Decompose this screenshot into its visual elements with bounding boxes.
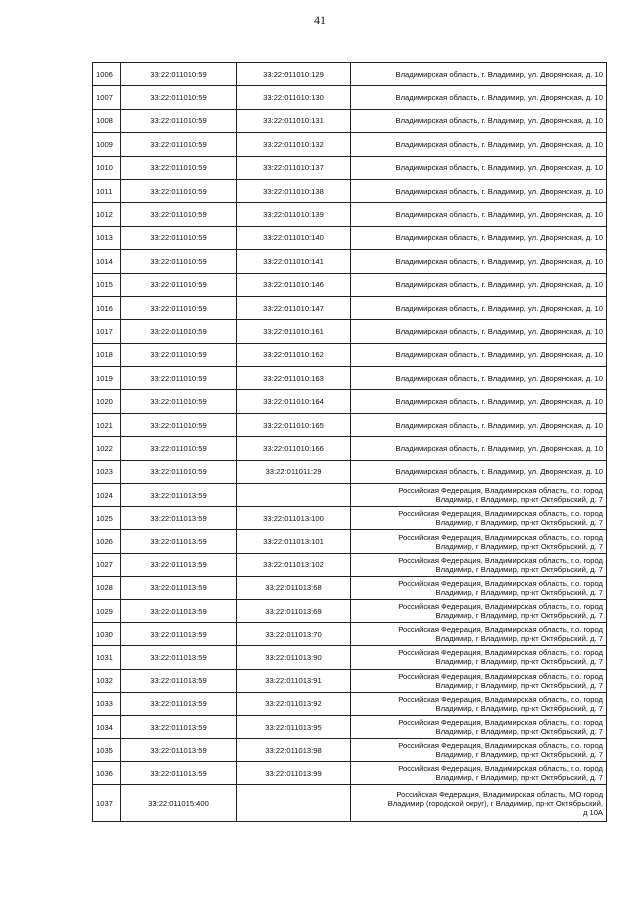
table-row xyxy=(93,226,607,249)
row-number: 1025 xyxy=(93,507,121,530)
address: Владимирская область, г. Владимир, ул. Дворянская, д. 10 xyxy=(351,343,607,366)
address-line: Российская Федерация, Владимирская область, г.о. город xyxy=(398,555,603,565)
block-number: 33:22:011013:59 xyxy=(121,692,237,715)
page-number: 41 xyxy=(314,13,326,27)
cadastral-number: 33:22:011010:161 xyxy=(237,320,351,343)
address-line: Владимир, г Владимир, пр-кт Октябрьский, д. 7 xyxy=(435,703,603,713)
cadastral-number: 33:22:011010:129 xyxy=(237,63,351,86)
address-line: Российская Федерация, Владимирская область, г.о. город xyxy=(398,694,603,704)
address: Владимирская область, г. Владимир, ул. Дворянская, д. 10 xyxy=(351,367,607,390)
address xyxy=(351,669,607,692)
cadastral-number: 33:22:011013:69 xyxy=(237,599,351,622)
table-row xyxy=(93,739,607,762)
address-line: Владимир, г Владимир, пр-кт Октябрьский, д. 7 xyxy=(435,518,603,528)
address-line: Российская Федерация, Владимирская область, г.о. город xyxy=(398,764,603,774)
block-number: 33:22:011010:59 xyxy=(121,320,237,343)
address: Владимирская область, г. Владимир, ул. Дворянская, д. 10 xyxy=(351,437,607,460)
table-row xyxy=(93,156,607,179)
row-number: 1037 xyxy=(93,785,121,822)
cadastral-number: 33:22:011013:91 xyxy=(237,669,351,692)
block-number: 33:22:011013:59 xyxy=(121,507,237,530)
address xyxy=(351,646,607,669)
row-number: 1019 xyxy=(93,367,121,390)
row-number: 1009 xyxy=(93,133,121,156)
row-number: 1023 xyxy=(93,460,121,483)
address: Владимирская область, г. Владимир, ул. Дворянская, д. 10 xyxy=(351,390,607,413)
row-number: 1033 xyxy=(93,692,121,715)
cadastral-number: 33:22:011010:165 xyxy=(237,413,351,436)
address-line: Российская Федерация, Владимирская область, г.о. город xyxy=(398,648,603,658)
address: Владимирская область, г. Владимир, ул. Дворянская, д. 10 xyxy=(351,179,607,202)
address: Владимирская область, г. Владимир, ул. Дворянская, д. 10 xyxy=(351,203,607,226)
address-line: Владимир, г Владимир, пр-кт Октябрьский, д. 7 xyxy=(435,727,603,736)
block-number: 33:22:011013:59 xyxy=(121,646,237,669)
table-row xyxy=(93,437,607,460)
block-number: 33:22:011010:59 xyxy=(121,203,237,226)
table-row xyxy=(93,460,607,483)
address: Владимирская область, г. Владимир, ул. Дворянская, д. 10 xyxy=(351,63,607,86)
block-number: 33:22:011013:59 xyxy=(121,599,237,622)
address xyxy=(351,785,607,822)
block-number: 33:22:011013:59 xyxy=(121,484,237,507)
cadastral-number: 33:22:011010:146 xyxy=(237,273,351,296)
row-number: 1007 xyxy=(93,86,121,109)
table-row xyxy=(93,599,607,622)
table-row xyxy=(93,63,607,86)
cadastral-number: 33:22:011013:92 xyxy=(237,692,351,715)
row-number: 1022 xyxy=(93,437,121,460)
address-line: Российская Федерация, Владимирская область, г.о. город xyxy=(398,602,603,612)
block-number: 33:22:011013:59 xyxy=(121,623,237,646)
address: Владимирская область, г. Владимир, ул. Дворянская, д. 10 xyxy=(351,86,607,109)
table-row xyxy=(93,530,607,553)
table-row xyxy=(93,390,607,413)
row-number: 1032 xyxy=(93,669,121,692)
address: Владимирская область, г. Владимир, ул. Дворянская, д. 10 xyxy=(351,296,607,319)
address-line: Российская Федерация, Владимирская область, г.о. город xyxy=(398,509,603,519)
cadastral-number xyxy=(237,785,351,822)
block-number: 33:22:011013:59 xyxy=(121,669,237,692)
table-row xyxy=(93,133,607,156)
block-number: 33:22:011010:59 xyxy=(121,109,237,132)
table-row xyxy=(93,320,607,343)
block-number: 33:22:011010:59 xyxy=(121,460,237,483)
table-row xyxy=(93,86,607,109)
cadastral-number: 33:22:011010:162 xyxy=(237,343,351,366)
row-number: 1026 xyxy=(93,530,121,553)
table-row xyxy=(93,413,607,436)
address: Владимирская область, г. Владимир, ул. Дворянская, д. 10 xyxy=(351,460,607,483)
row-number: 1017 xyxy=(93,320,121,343)
address xyxy=(351,484,607,507)
row-number: 1035 xyxy=(93,739,121,762)
address-line: Владимир, г Владимир, пр-кт Октябрьский, д. 7 xyxy=(435,495,603,505)
address xyxy=(351,576,607,599)
address-line: Российская Федерация, Владимирская область, г.о. город xyxy=(398,532,603,542)
address-line: Российская Федерация, Владимирская область, г.о. город xyxy=(398,578,603,588)
row-number: 1036 xyxy=(93,762,121,785)
address: Владимирская область, г. Владимир, ул. Дворянская, д. 10 xyxy=(351,109,607,132)
cadastral-number xyxy=(237,484,351,507)
table-row xyxy=(93,203,607,226)
cadastral-number: 33:22:011013:101 xyxy=(237,530,351,553)
block-number: 33:22:011010:59 xyxy=(121,86,237,109)
block-number: 33:22:011010:59 xyxy=(121,156,237,179)
row-number: 1016 xyxy=(93,296,121,319)
row-number: 1031 xyxy=(93,646,121,669)
table-row xyxy=(93,109,607,132)
table-row xyxy=(93,250,607,273)
address-line: Владимир, г Владимир, пр-кт Октябрьский, д. 7 xyxy=(435,587,603,597)
cadastral-number: 33:22:011010:138 xyxy=(237,179,351,202)
block-number: 33:22:011010:59 xyxy=(121,343,237,366)
row-number: 1021 xyxy=(93,413,121,436)
block-number: 33:22:011010:59 xyxy=(121,179,237,202)
address-line: Владимир (городской округ), г Владимир, пр-кт Октябрьский, xyxy=(387,798,603,808)
block-number: 33:22:011010:59 xyxy=(121,367,237,390)
row-number: 1028 xyxy=(93,576,121,599)
block-number: 33:22:011013:59 xyxy=(121,576,237,599)
table-row xyxy=(93,553,607,576)
address xyxy=(351,553,607,576)
address: Владимирская область, г. Владимир, ул. Дворянская, д. 10 xyxy=(351,156,607,179)
cadastral-number: 33:22:011013:98 xyxy=(237,739,351,762)
table-row xyxy=(93,484,607,507)
row-number: 1014 xyxy=(93,250,121,273)
cadastral-number: 33:22:011013:68 xyxy=(237,576,351,599)
table-row xyxy=(93,343,607,366)
cadastral-number: 33:22:011010:147 xyxy=(237,296,351,319)
cadastral-number: 33:22:011010:141 xyxy=(237,250,351,273)
block-number: 33:22:011013:59 xyxy=(121,530,237,553)
address-line: д 10А xyxy=(582,807,603,817)
address-line: Владимир, г Владимир, пр-кт Октябрьский, д. 7 xyxy=(435,541,603,551)
row-number: 1024 xyxy=(93,484,121,507)
cadastral-number: 33:22:011010:137 xyxy=(237,156,351,179)
table-row xyxy=(93,576,607,599)
address xyxy=(351,599,607,622)
cadastral-number: 33:22:011013:70 xyxy=(237,623,351,646)
row-number: 1029 xyxy=(93,599,121,622)
address-line: Владимир, г Владимир, пр-кт Октябрьский, д. 7 xyxy=(435,750,603,760)
address xyxy=(351,739,607,762)
address: Владимирская область, г. Владимир, ул. Дворянская, д. 10 xyxy=(351,320,607,343)
block-number: 33:22:011010:59 xyxy=(121,250,237,273)
address xyxy=(351,530,607,553)
block-number: 33:22:011010:59 xyxy=(121,296,237,319)
address-line: Владимир, г Владимир, пр-кт Октябрьский, д. 7 xyxy=(435,634,603,644)
table-row xyxy=(93,296,607,319)
table-row xyxy=(93,785,607,822)
cadastral-number: 33:22:011010:164 xyxy=(237,390,351,413)
block-number: 33:22:011013:59 xyxy=(121,762,237,785)
cadastral-number: 33:22:011013:95 xyxy=(237,715,351,738)
address-line: Владимир, г Владимир, пр-кт Октябрьский, д. 7 xyxy=(435,611,603,621)
address: Владимирская область, г. Владимир, ул. Дворянская, д. 10 xyxy=(351,413,607,436)
address-line: Владимир, г Владимир, пр-кт Октябрьский, д. 7 xyxy=(435,773,603,783)
row-number: 1030 xyxy=(93,623,121,646)
address xyxy=(351,623,607,646)
block-number: 33:22:011015:400 xyxy=(121,785,237,822)
table-row xyxy=(93,507,607,530)
table-row xyxy=(93,367,607,390)
row-number: 1020 xyxy=(93,390,121,413)
row-number: 1006 xyxy=(93,63,121,86)
address-line: Российская Федерация, Владимирская область, г.о. город xyxy=(398,486,603,496)
registry-body xyxy=(93,63,607,822)
row-number: 1012 xyxy=(93,203,121,226)
cadastral-number: 33:22:011010:163 xyxy=(237,367,351,390)
table-row xyxy=(93,623,607,646)
address-line: Российская Федерация, Владимирская область, г.о. город xyxy=(398,625,603,635)
table-row xyxy=(93,692,607,715)
cadastral-number: 33:22:011013:90 xyxy=(237,646,351,669)
block-number: 33:22:011010:59 xyxy=(121,437,237,460)
cadastral-number: 33:22:011010:130 xyxy=(237,86,351,109)
address-line: Российская Федерация, Владимирская область, г.о. город xyxy=(398,718,603,727)
cadastral-number: 33:22:011010:139 xyxy=(237,203,351,226)
block-number: 33:22:011013:59 xyxy=(121,715,237,738)
block-number: 33:22:011013:59 xyxy=(121,739,237,762)
row-number: 1008 xyxy=(93,109,121,132)
block-number: 33:22:011010:59 xyxy=(121,413,237,436)
address xyxy=(351,507,607,530)
row-number: 1018 xyxy=(93,343,121,366)
address: Владимирская область, г. Владимир, ул. Дворянская, д. 10 xyxy=(351,250,607,273)
cadastral-number: 33:22:011013:102 xyxy=(237,553,351,576)
block-number: 33:22:011010:59 xyxy=(121,63,237,86)
cadastral-number: 33:22:011010:132 xyxy=(237,133,351,156)
block-number: 33:22:011013:59 xyxy=(121,553,237,576)
address-line: Российская Федерация, Владимирская область, МО город xyxy=(396,789,603,799)
block-number: 33:22:011010:59 xyxy=(121,273,237,296)
table-row xyxy=(93,179,607,202)
row-number: 1034 xyxy=(93,715,121,738)
table-row xyxy=(93,762,607,785)
address-line: Российская Федерация, Владимирская область, г.о. город xyxy=(398,741,603,751)
address-line: Владимир, г Владимир, пр-кт Октябрьский, д. 7 xyxy=(435,564,603,574)
block-number: 33:22:011010:59 xyxy=(121,390,237,413)
row-number: 1010 xyxy=(93,156,121,179)
table-row xyxy=(93,273,607,296)
row-number: 1013 xyxy=(93,226,121,249)
address-line: Российская Федерация, Владимирская область, г.о. город xyxy=(398,671,603,681)
cadastral-number: 33:22:011010:131 xyxy=(237,109,351,132)
address xyxy=(351,762,607,785)
block-number: 33:22:011010:59 xyxy=(121,133,237,156)
cadastral-number: 33:22:011013:99 xyxy=(237,762,351,785)
registry-table xyxy=(92,62,607,822)
address-line: Владимир, г Владимир, пр-кт Октябрьский, д. 7 xyxy=(435,657,603,667)
cadastral-number: 33:22:011010:140 xyxy=(237,226,351,249)
cadastral-number: 33:22:011010:166 xyxy=(237,437,351,460)
cadastral-number: 33:22:011013:100 xyxy=(237,507,351,530)
block-number: 33:22:011010:59 xyxy=(121,226,237,249)
row-number: 1027 xyxy=(93,553,121,576)
table-row xyxy=(93,715,607,738)
row-number: 1015 xyxy=(93,273,121,296)
address-line: Владимир, г Владимир, пр-кт Октябрьский, д. 7 xyxy=(435,680,603,690)
address: Владимирская область, г. Владимир, ул. Дворянская, д. 10 xyxy=(351,226,607,249)
address xyxy=(351,692,607,715)
address: Владимирская область, г. Владимир, ул. Дворянская, д. 10 xyxy=(351,273,607,296)
address: Владимирская область, г. Владимир, ул. Дворянская, д. 10 xyxy=(351,133,607,156)
row-number: 1011 xyxy=(93,179,121,202)
table-row xyxy=(93,669,607,692)
address xyxy=(351,715,607,738)
table-row xyxy=(93,646,607,669)
cadastral-number: 33:22:011011:29 xyxy=(237,460,351,483)
